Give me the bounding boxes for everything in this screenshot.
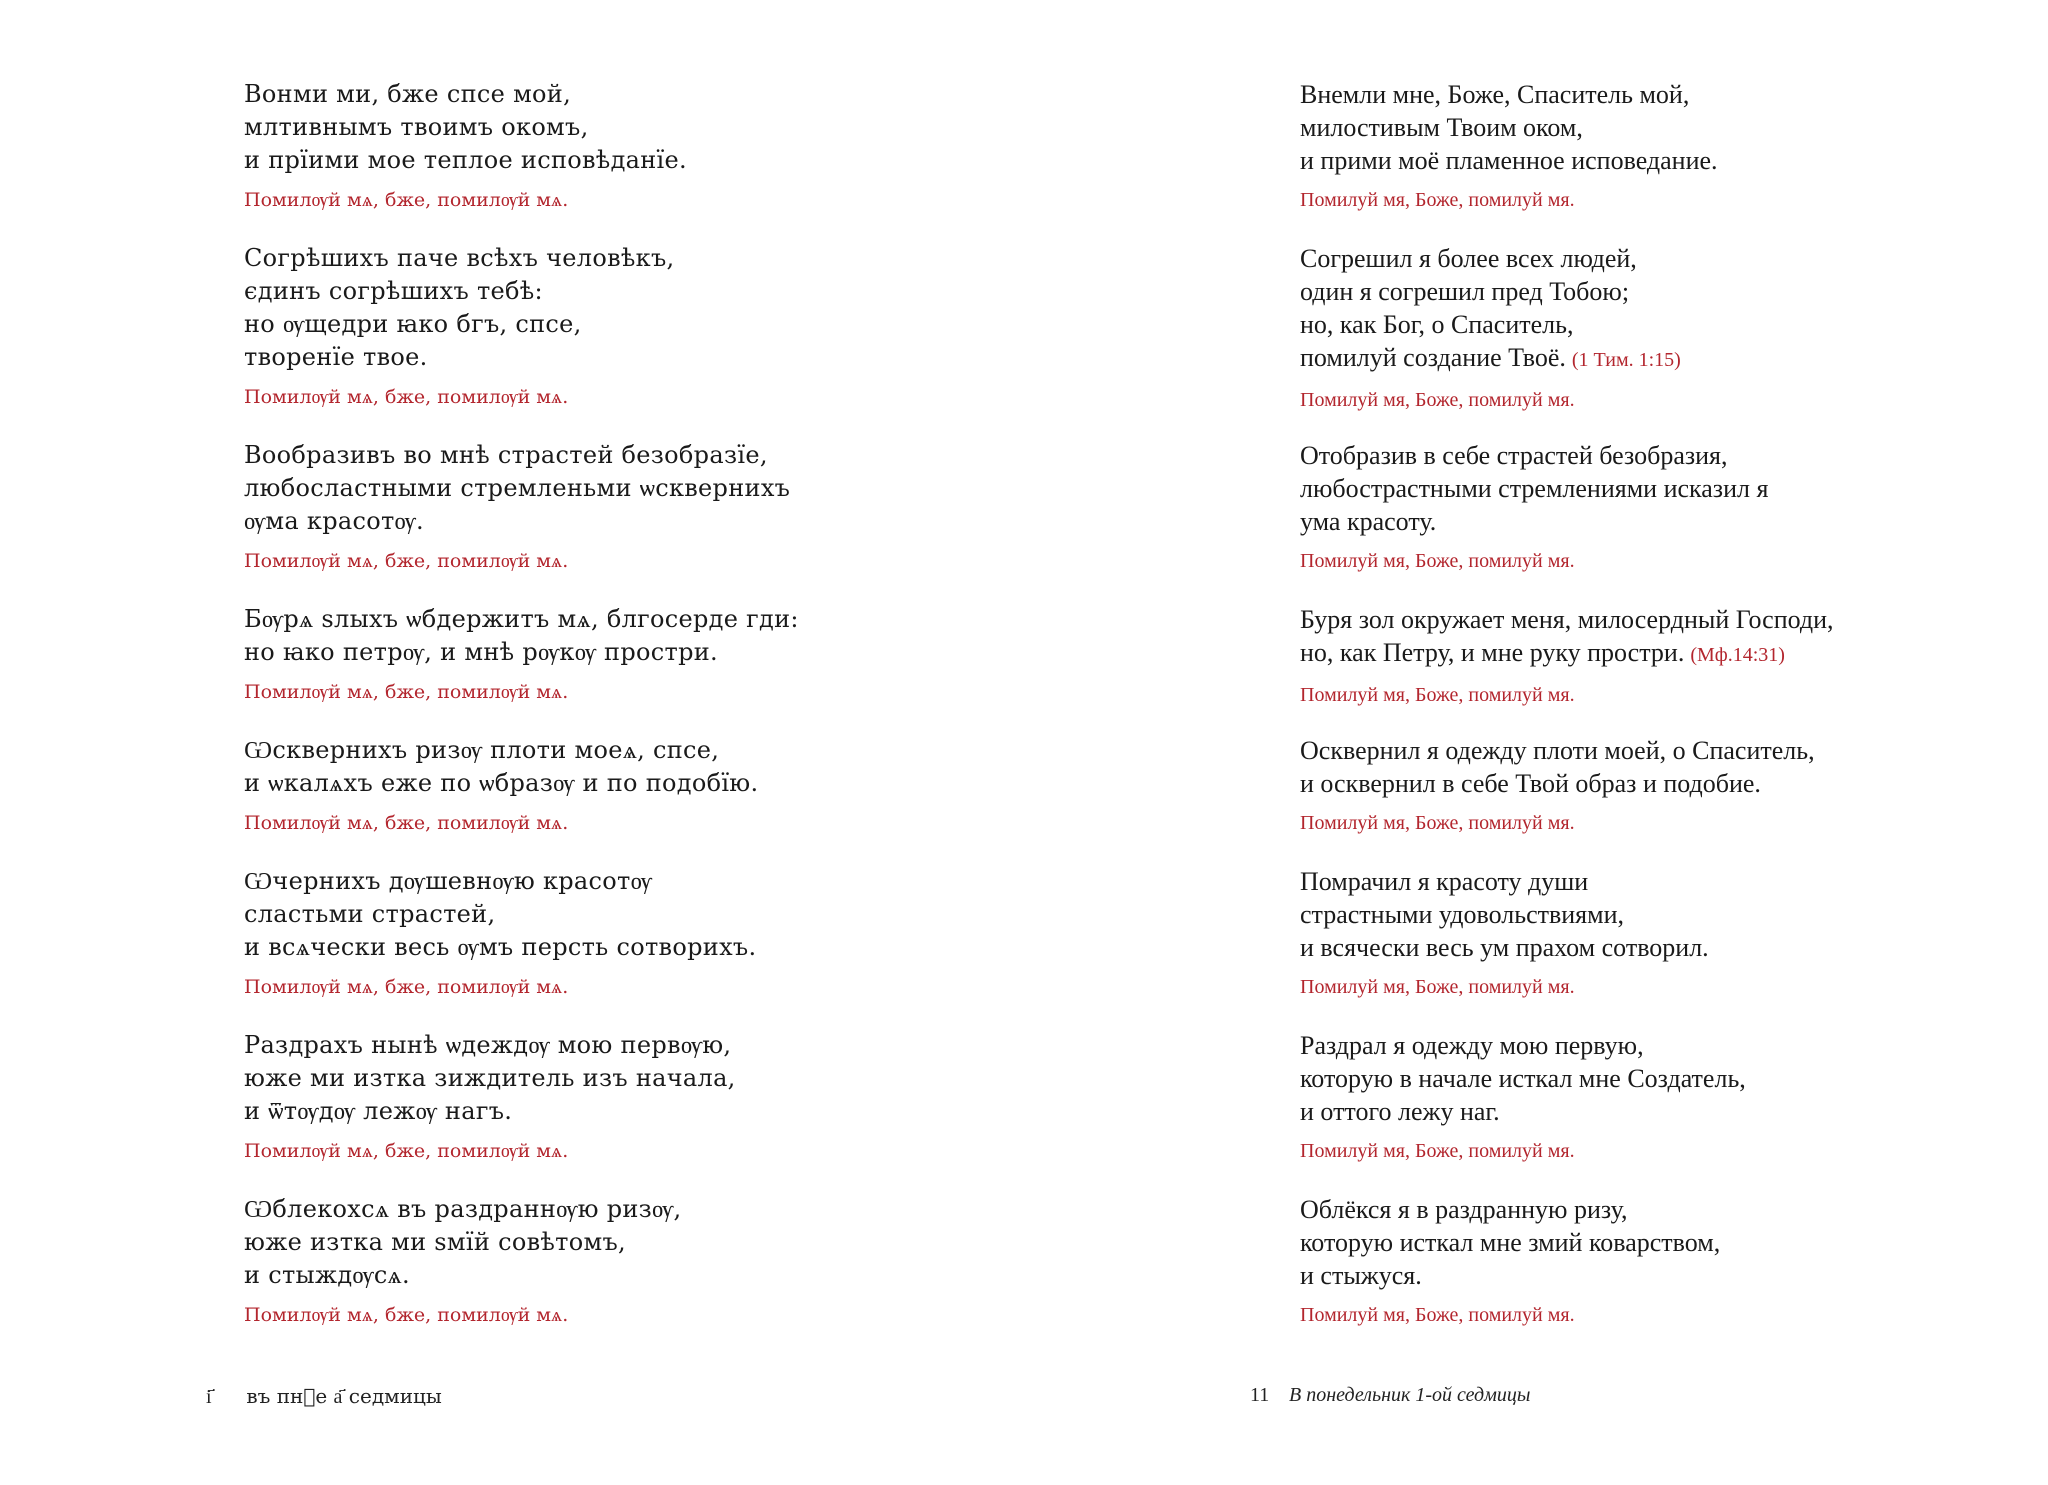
verse-line [1300,1062,2000,1095]
verse-line [1300,78,2000,111]
verse-line [244,1226,1004,1259]
refrain: Помилѹй мѧ, бже, помилѹй мѧ. [244,1140,569,1162]
verse-line [1300,767,2000,800]
verse-text: Раздрахъ нынѣ ѡдеждѹ мою первѹю, [244,1031,732,1059]
verse-text: любосластными стремленьми ѡсквернихъ [244,474,791,502]
verse-line [244,505,1004,538]
refrain: Помилѹй мѧ, бже, помилѹй мѧ. [244,1304,569,1326]
verse-line [244,1095,1004,1128]
verse-text: и всѧчески весь ѹмъ персть сотворихъ. [244,933,757,961]
refrain: Помилуй мя, Боже, помилуй мя. [1300,389,1575,411]
right-page [1024,0,2048,1485]
verse-text: юже ми изтка зиждитель изъ начала, [244,1064,736,1092]
verse-text: и оттого лежу наг. [1300,1097,1500,1126]
verse-line [244,144,1004,177]
verse-text: Отобразив в себе страстей безобразия, [1300,441,1728,470]
verse-text: Раздрал я одежду мою первую, [1300,1031,1644,1060]
verse-text: ума красоту. [1300,507,1437,536]
verse-text: и прїими мое теплое исповѣданїе. [244,146,687,174]
stanza [1300,242,2000,439]
verse-text: Согрешил я более всех людей, [1300,244,1637,273]
verse-line [244,1029,1004,1062]
verse-line [1300,1095,2000,1128]
verse-line [1300,111,2000,144]
verse-text: сластьми страстей, [244,900,496,928]
verse-line [244,111,1004,144]
verse-text: и осквернил в себе Твой образ и подобие. [1300,769,1761,798]
refrain: Помилѹй мѧ, бже, помилѹй мѧ. [244,812,569,834]
verse-text: страстными удовольствиями, [1300,900,1625,929]
refrain: Помилуй мя, Боже, помилуй мя. [1300,1304,1575,1326]
verse-line [1300,1193,2000,1226]
verse-text: Буря зол окружает меня, милосердный Господи, [1300,605,1834,634]
verse-text: но, как Петру, и мне руку простри. [1300,638,1685,667]
verse-line [1300,144,2000,177]
verse-line [1300,1029,2000,1062]
left-footer [206,1384,442,1409]
verse-line [1300,603,2000,636]
verse-text: Внемли мне, Боже, Спаситель мой, [1300,80,1690,109]
refrain: Помилуй мя, Боже, помилуй мя. [1300,189,1575,211]
verse-line [1300,472,2000,505]
verse-text: млтивнымъ твоимъ окомъ, [244,113,589,141]
stanza [244,1029,1004,1193]
verse-line [1300,242,2000,275]
verse-text: ѹма красотѹ. [244,507,424,535]
stanza [244,1193,1004,1357]
verse-text: юже изтка ми ѕмїй совѣтомъ, [244,1228,626,1256]
refrain: Помилуй мя, Боже, помилуй мя. [1300,812,1575,834]
verse-line [244,242,1004,275]
stanza [1300,439,2000,603]
verse-text: Ѡблекохсѧ въ раздраннѹю ризѹ, [244,1195,682,1223]
verse-line [244,898,1004,931]
verse-text: и ѿтѹдѹ лежѹ нагъ. [244,1097,513,1125]
verse-line [244,439,1004,472]
verse-line [244,1259,1004,1292]
verse-line [244,275,1004,308]
verse-line [1300,865,2000,898]
refrain: Помилуй мя, Боже, помилуй мя. [1300,976,1575,998]
verse-text: Бѹрѧ ѕлыхъ ѡбдержитъ мѧ, блгосерде гди: [244,605,799,633]
scripture-reference: (Мф.14:31) [1690,644,1785,666]
verse-text: и ѡкалѧхъ еже по ѡбразѹ и по подобїю. [244,769,759,797]
stanza [1300,1193,2000,1357]
stanza [1300,603,2000,734]
stanza [244,865,1004,1029]
verse-text: и стыждѹсѧ. [244,1261,410,1289]
verse-text: и прими моё пламенное исповедание. [1300,146,1718,175]
verse-text: єдинъ согрѣшихъ тебѣ: [244,277,543,305]
verse-line [244,931,1004,964]
verse-text: и стыжуся. [1300,1261,1422,1290]
verse-text: один я согрешил пред Тобою; [1300,277,1630,306]
verse-line [1300,931,2000,964]
refrain: Помилуй мя, Боже, помилуй мя. [1300,550,1575,572]
verse-text: Помрачил я красоту души [1300,867,1589,896]
refrain: Помилѹй мѧ, бже, помилѹй мѧ. [244,976,569,998]
stanza [1300,78,2000,242]
stanza [244,734,1004,865]
russian-column [1300,78,2000,1357]
stanza [244,78,1004,242]
verse-line [1300,308,2000,341]
verse-text: но ѹщедри ꙗко бгъ, спсе, [244,310,582,338]
verse-text: и всячески весь ум прахом сотворил. [1300,933,1709,962]
slavonic-column [244,78,1004,1357]
verse-line [244,308,1004,341]
verse-text: но, как Бог, о Спаситель, [1300,310,1574,339]
verse-line [244,1193,1004,1226]
verse-line [244,767,1004,800]
refrain: Помилуй мя, Боже, помилуй мя. [1300,684,1575,706]
stanza [244,439,1004,603]
verse-text: Вонми ми, бже спсе мой, [244,80,572,108]
verse-text: которую исткал мне змий коварством, [1300,1228,1721,1257]
verse-line [1300,734,2000,767]
verse-text: которую в начале исткал мне Создатель, [1300,1064,1746,1093]
verse-line [244,636,1004,669]
verse-line [1300,636,2000,672]
verse-line [244,78,1004,111]
verse-text: творенїе твое. [244,343,428,371]
stanza [244,242,1004,439]
refrain: Помилѹй мѧ, бже, помилѹй мѧ. [244,550,569,572]
verse-line [244,865,1004,898]
verse-text: но ꙗко петрѹ, и мнѣ рѹкѹ простри. [244,638,718,666]
page-number: 11 [1250,1384,1270,1406]
verse-line [1300,1259,2000,1292]
verse-line [244,603,1004,636]
verse-text: Ѡсквернихъ ризѹ плоти моеѧ, спсе, [244,736,720,764]
running-head: В понедельник 1-ой седмицы [1289,1384,1531,1406]
refrain: Помилѹй мѧ, бже, помилѹй мѧ. [244,189,569,211]
verse-line [1300,439,2000,472]
refrain: Помилѹй мѧ, бже, помилѹй мѧ. [244,681,569,703]
verse-line [244,1062,1004,1095]
verse-line [1300,275,2000,308]
right-footer [1250,1384,1530,1407]
refrain: Помилуй мя, Боже, помилуй мя. [1300,1140,1575,1162]
stanza [1300,1029,2000,1193]
verse-line [1300,1226,2000,1259]
verse-text: Осквернил я одежду плоти моей, о Спаситель, [1300,736,1815,765]
verse-text: Согрѣшихъ паче всѣхъ человѣкъ, [244,244,675,272]
stanza [244,603,1004,734]
verse-line [244,734,1004,767]
verse-line [244,341,1004,374]
verse-line [1300,341,2000,377]
page-number: і҃ [206,1384,212,1408]
verse-text: любострастными стремлениями исказил я [1300,474,1769,503]
verse-line [1300,505,2000,538]
scripture-reference: (1 Тим. 1:15) [1571,349,1681,371]
verse-text: помилуй создание Твоё. [1300,343,1566,372]
running-head: въ пнⷣе а҃ седмицы [246,1384,442,1408]
stanza [1300,865,2000,1029]
verse-text: Вообразивъ во мнѣ страстей безобразїе, [244,441,768,469]
verse-text: Облёкся я в раздранную ризу, [1300,1195,1628,1224]
verse-text: Ѡчернихъ дѹшевнѹю красотѹ [244,867,653,895]
refrain: Помилѹй мѧ, бже, помилѹй мѧ. [244,386,569,408]
stanza [1300,734,2000,865]
verse-line [244,472,1004,505]
verse-line [1300,898,2000,931]
verse-text: милостивым Твоим оком, [1300,113,1583,142]
